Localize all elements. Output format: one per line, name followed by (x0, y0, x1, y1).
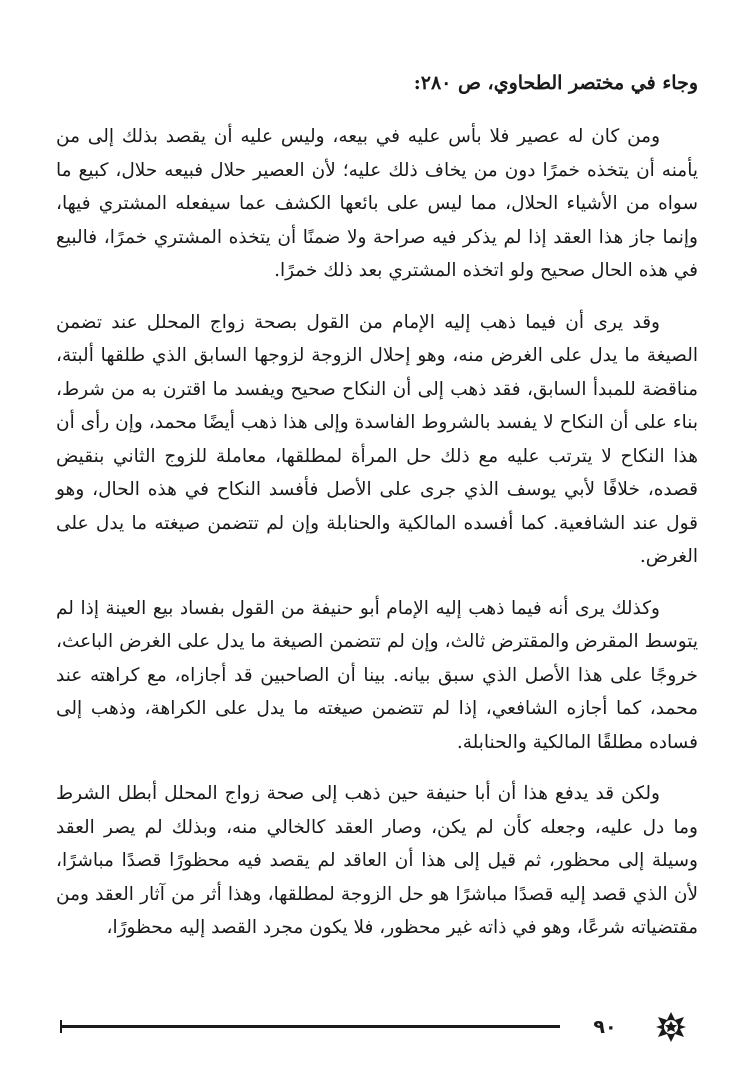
page-footer (60, 1010, 700, 1044)
page-body (56, 64, 698, 963)
paragraph-3: وكذلك يرى أنه فيما ذهب إليه الإمام أبو حنيفة من القول بفساد بيع العينة إذا لم يتوسط المقرض والمقترض ثالث، وإن لم تتضمن الصيغة ما يدل على الغرض الباعث، خروجًا على هذا الأصل الذي سبق بيانه. بينا أن الصاحبين قد أجازاه، مع كراهته عند محمد، كما أجازه الشافعي، إذا لم تتضمن صيغته ما يدل على الكراهة، وذهب إلى فساده مطلقًا المالكية والحنابلة. (56, 597, 698, 753)
paragraph-4: ولكن قد يدفع هذا أن أبا حنيفة حين ذهب إلى صحة زواج المحلل أبطل الشرط وما دل عليه، وجعله كأن لم يكن، وصار العقد كالخالي منه، وبذلك لم يصر العقد وسيلة إلى محظور، ثم قيل إلى هذا أن العاقد لم يقصد فيه محظورًا قصدًا مباشرًا، لأن الذي قصد إليه قصدًا مباشرًا هو حل الزوجة لمطلقها، وهذا أثر من آثار العقد ومن مقتضياته شرعًا، وهو في ذاته غير محظور، فلا يكون مجرد القصد إليه محظورًا، (56, 783, 698, 938)
page-number: ٩٠ (593, 1016, 617, 1038)
section-heading: وجاء في مختصر الطحاوي، ص ٢٨٠: (413, 72, 698, 94)
paragraph-2: وقد يرى أن فيما ذهب إليه الإمام من القول بصحة زواج المحلل عند تضمن الصيغة ما يدل على الغرض منه، وهو إحلال الزوجة لزوجها السابق الذي طلقها ألبتة، مناقضة للمبدأ السابق، فقد ذهب إلى أن النكاح صحيح ويفسد ما اقترن به من شرط، بناء على أن النكاح لا يفسد بالشروط الفاسدة وإلى هذا ذهب أيضًا محمد، وإن رأى أن هذا النكاح لا يترتب عليه مع ذلك حل المرأة لمطلقها، معاملة للزوج الثاني بنقيض قصده، خلافًا لأبي يوسف الذي جرى على الأصل فأفسد النكاح في هذه الحال، وهو قول عند الشافعية. كما أفسده المالكية والحنابلة وإن لم تتضمن صيغته ما يدل على الغرض. (56, 311, 698, 567)
paragraph-1: ومن كان له عصير فلا بأس عليه في بيعه، وليس عليه أن يقصد بذلك إلى من يأمنه أن يتخذه خمرًا دون من يخاف ذلك عليه؛ لأن العصير حلال فبيعه حلال، كبيع ما سواه من الأشياء الحلال، مما ليس على بائعها الكشف عما سيفعله المشتري فيها، وإنما جاز هذا العقد إذا لم يذكر فيه صراحة ولا ضمنًا أن يتخذه المشتري خمرًا، فالبيع في هذه الحال صحيح ولو اتخذه المشتري بعد ذلك خمرًا. (56, 126, 698, 281)
octagram-ornament-icon (655, 1011, 687, 1043)
footer-rule (60, 1025, 560, 1028)
